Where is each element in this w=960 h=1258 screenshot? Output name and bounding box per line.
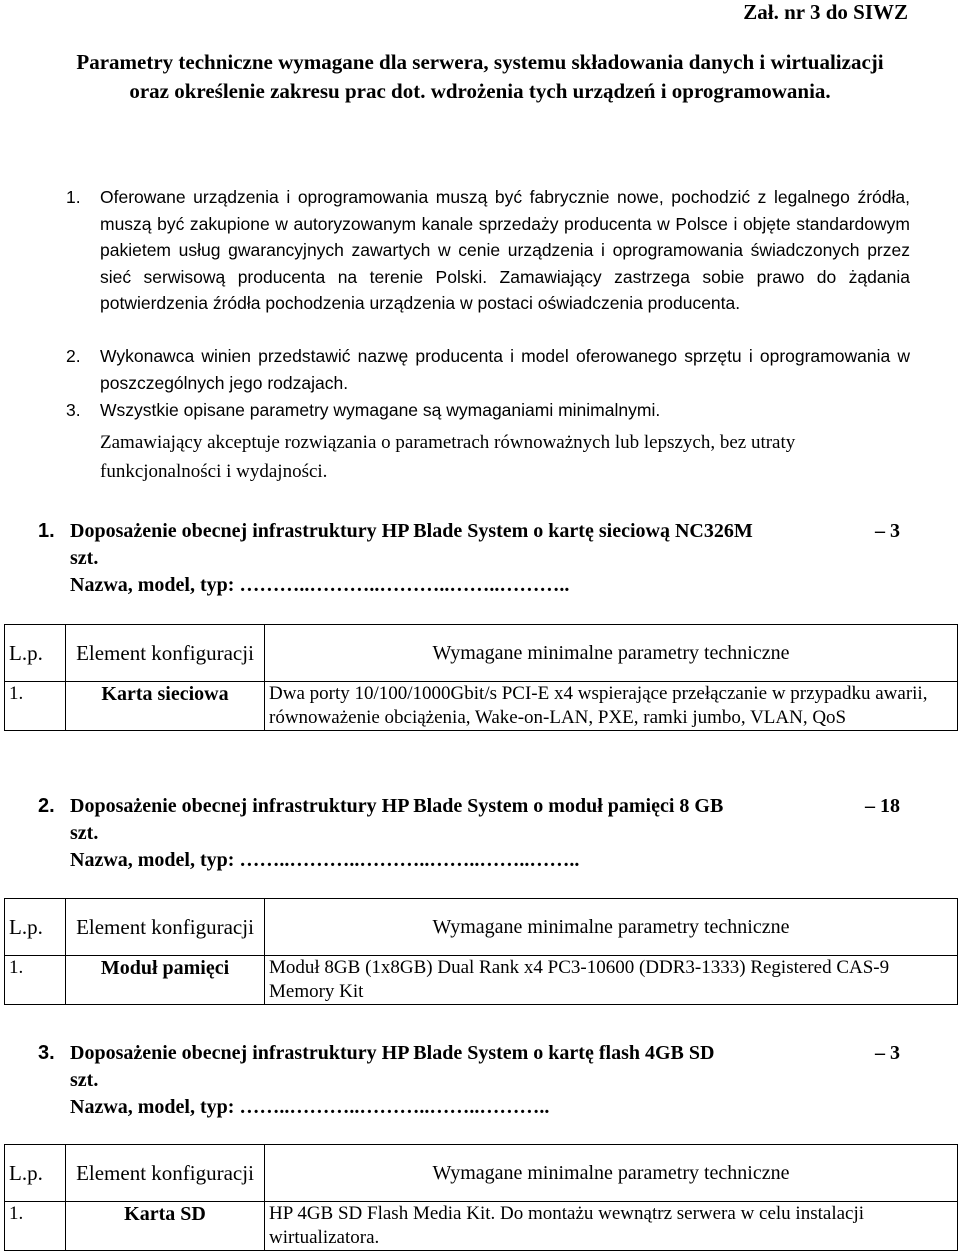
header-params: Wymagane minimalne parametry techniczne — [265, 1145, 958, 1202]
intro-extra-text: Zamawiający akceptuje rozwiązania o parametrach równoważnych lub lepszych, bez utraty funkcjonalności i wydajności. — [100, 432, 796, 482]
section-3-table — [4, 1144, 958, 1251]
header-element: Element konfiguracji — [66, 899, 265, 956]
header-lp: L.p. — [5, 1145, 66, 1202]
header-params: Wymagane minimalne parametry techniczne — [265, 899, 958, 956]
section-1-number: 1. — [38, 520, 55, 542]
header-element: Element konfiguracji — [66, 625, 265, 682]
row-lp: 1. — [5, 956, 66, 1005]
row-lp: 1. — [5, 1202, 66, 1251]
section-3-title: Doposażenie obecnej infrastruktury HP Blade System o kartę flash 4GB SD — [70, 1042, 715, 1064]
row-name: Karta sieciowa — [66, 682, 265, 731]
intro-1-text: Oferowane urządzenia i oprogramowania muszą być fabrycznie nowe, pochodzić z legalnego źródła, muszą być zakupione w autoryzowanym kanale sprzedaży producenta w Polsce i objęte standardowym pakietem usług gwarancyjnych zawartych w cenie urządzenia i oprogramowania świadczonych przez sieć serwisową producenta na terenie Polski. Zamawiający zastrzega sobie prawo do żądania potwierdzenia źródła pochodzenia urządzenia w postaci oświadczenia producenta. — [100, 187, 910, 313]
row-name: Karta SD — [66, 1202, 265, 1251]
table-row — [5, 682, 958, 731]
row-desc: HP 4GB SD Flash Media Kit. Do montażu wewnątrz serwera w celu instalacji wirtualizatora. — [265, 1202, 958, 1251]
section-1-heading — [38, 518, 908, 600]
table-header-row — [5, 899, 958, 956]
section-3-number: 3. — [38, 1042, 55, 1064]
intro-3-text: Wszystkie opisane parametry wymagane są wymaganiami minimalnymi. — [100, 400, 661, 420]
section-2-qty: – 18 — [865, 795, 900, 817]
section-2-heading — [38, 793, 908, 875]
section-1-qty: – 3 — [875, 520, 900, 542]
header-element: Element konfiguracji — [66, 1145, 265, 1202]
document-title: Parametry techniczne wymagane dla serwera, systemu składowania danych i wirtualizacji oraz określenie zakresu prac dot. wdrożenia tych urządzeń i oprogramowania. — [76, 50, 884, 103]
intro-2-text: Wykonawca winien przedstawić nazwę producenta i model oferowanego sprzętu i oprogramowania w poszczególnych jego rodzajach. — [100, 346, 910, 393]
row-name: Moduł pamięci — [66, 956, 265, 1005]
section-2-title: Doposażenie obecnej infrastruktury HP Blade System o moduł pamięci 8 GB — [70, 795, 724, 817]
section-1-unit: szt. — [70, 547, 99, 569]
section-3-qty: – 3 — [875, 1042, 900, 1064]
table-row — [5, 1202, 958, 1251]
row-desc: Moduł 8GB (1x8GB) Dual Rank x4 PC3-10600 (DDR3-1333) Registered CAS-9 Memory Kit — [265, 956, 958, 1005]
section-1-model-line: Nazwa, model, typ: ………..………..………..……..……….. — [70, 574, 570, 596]
header-params: Wymagane minimalne parametry techniczne — [265, 625, 958, 682]
section-3-unit: szt. — [70, 1069, 99, 1091]
intro-1-num: 1. — [66, 187, 81, 207]
table-header-row — [5, 1145, 958, 1202]
section-2-unit: szt. — [70, 822, 99, 844]
table-header-row — [5, 625, 958, 682]
intro-3-num: 3. — [66, 400, 81, 420]
section-2-table — [4, 898, 958, 1005]
section-3-model-line: Nazwa, model, typ: ……..………..………..……..……….. — [70, 1096, 550, 1118]
row-lp: 1. — [5, 682, 66, 731]
header-lp: L.p. — [5, 625, 66, 682]
section-1-title: Doposażenie obecnej infrastruktury HP Blade System o kartę sieciową NC326M — [70, 520, 753, 542]
section-3-heading — [38, 1040, 908, 1122]
section-2-number: 2. — [38, 795, 55, 817]
section-1-table — [4, 624, 958, 731]
section-2-model-line: Nazwa, model, typ: ……..………..………..……..……..…….. — [70, 849, 580, 871]
header-lp: L.p. — [5, 899, 66, 956]
row-desc: Dwa porty 10/100/1000Gbit/s PCI-E x4 wspierające przełączanie w przypadku awarii, równoważenie obciążenia, Wake-on-LAN, PXE, ramki jumbo, VLAN, QoS — [265, 682, 958, 731]
attachment-label: Zał. nr 3 do SIWZ — [743, 0, 908, 24]
intro-2-num: 2. — [66, 346, 81, 366]
table-row — [5, 956, 958, 1005]
